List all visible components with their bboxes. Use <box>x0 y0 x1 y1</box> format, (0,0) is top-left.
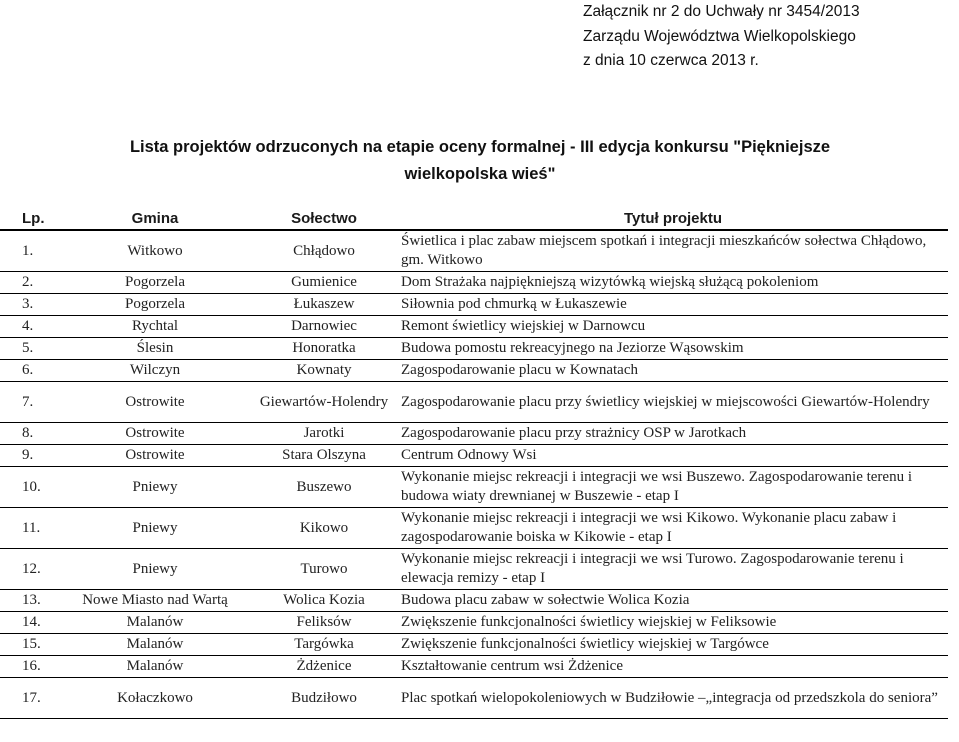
cell-solectwo: Łukaszew <box>250 294 398 316</box>
table-row <box>0 508 948 549</box>
cell-solectwo: Targówka <box>250 634 398 656</box>
attachment-line-3: z dnia 10 czerwca 2013 r. <box>583 52 759 69</box>
cell-tytul: Zagospodarowanie placu przy strażnicy OSP w Jarotkach <box>398 423 948 445</box>
attachment-header <box>583 0 860 74</box>
attachment-line-2: Zarządu Województwa Wielkopolskiego <box>583 27 856 45</box>
table-row <box>0 445 948 467</box>
cell-solectwo: Budziłowo <box>250 678 398 719</box>
cell-tytul: Budowa pomostu rekreacyjnego na Jeziorze Wąsowskim <box>398 338 948 360</box>
cell-lp: 5. <box>0 338 60 360</box>
cell-lp: 6. <box>0 360 60 382</box>
cell-gmina: Pniewy <box>60 467 250 508</box>
header-solectwo: Sołectwo <box>250 207 398 230</box>
cell-tytul: Plac spotkań wielopokoleniowych w Budziłowie –„integracja od przedszkola do seniora” <box>398 678 948 719</box>
table-row <box>0 549 948 590</box>
cell-gmina: Ostrowite <box>60 423 250 445</box>
table-row <box>0 316 948 338</box>
cell-solectwo: Kownaty <box>250 360 398 382</box>
cell-lp: 13. <box>0 590 60 612</box>
cell-tytul: Siłownia pod chmurką w Łukaszewie <box>398 294 948 316</box>
cell-lp: 4. <box>0 316 60 338</box>
cell-tytul: Wykonanie miejsc rekreacji i integracji we wsi Buszewo. Zagospodarowanie terenu i budowa wiaty drewnianej w Buszewie - etap I <box>398 467 948 508</box>
cell-solectwo: Wolica Kozia <box>250 590 398 612</box>
cell-lp: 7. <box>0 382 60 423</box>
cell-solectwo: Turowo <box>250 549 398 590</box>
table-row <box>0 590 948 612</box>
cell-gmina: Wilczyn <box>60 360 250 382</box>
table-row <box>0 294 948 316</box>
projects-table <box>0 207 948 719</box>
cell-gmina: Malanów <box>60 656 250 678</box>
cell-tytul: Budowa placu zabaw w sołectwie Wolica Kozia <box>398 590 948 612</box>
cell-gmina: Malanów <box>60 612 250 634</box>
cell-tytul: Zwiększenie funkcjonalności świetlicy wiejskiej w Feliksowie <box>398 612 948 634</box>
cell-gmina: Pogorzela <box>60 272 250 294</box>
cell-lp: 15. <box>0 634 60 656</box>
cell-gmina: Pniewy <box>60 549 250 590</box>
table-row <box>0 272 948 294</box>
cell-tytul: Centrum Odnowy Wsi <box>398 445 948 467</box>
table-row <box>0 360 948 382</box>
header-tytul: Tytuł projektu <box>398 207 948 230</box>
cell-tytul: Dom Strażaka najpiękniejszą wizytówką wiejską służącą pokoleniom <box>398 272 948 294</box>
cell-tytul: Wykonanie miejsc rekreacji i integracji we wsi Kikowo. Wykonanie placu zabaw i zagospodarowanie boiska w Kikowie - etap I <box>398 508 948 549</box>
cell-gmina: Malanów <box>60 634 250 656</box>
cell-gmina: Pogorzela <box>60 294 250 316</box>
cell-solectwo: Darnowiec <box>250 316 398 338</box>
cell-lp: 9. <box>0 445 60 467</box>
table-row <box>0 656 948 678</box>
cell-solectwo: Kikowo <box>250 508 398 549</box>
table-row <box>0 230 948 272</box>
document-title <box>60 134 900 188</box>
cell-solectwo: Żdżenice <box>250 656 398 678</box>
table-row <box>0 612 948 634</box>
cell-tytul: Kształtowanie centrum wsi Żdżenice <box>398 656 948 678</box>
cell-solectwo: Chłądowo <box>250 230 398 272</box>
cell-tytul: Zwiększenie funkcjonalności świetlicy wiejskiej w Targówce <box>398 634 948 656</box>
cell-lp: 8. <box>0 423 60 445</box>
attachment-line-1: Załącznik nr 2 do Uchwały nr 3454/2013 <box>583 3 860 20</box>
cell-solectwo: Stara Olszyna <box>250 445 398 467</box>
cell-lp: 14. <box>0 612 60 634</box>
cell-solectwo: Feliksów <box>250 612 398 634</box>
document-title-line-2: wielkopolska wieś" <box>404 165 556 183</box>
cell-solectwo: Gumienice <box>250 272 398 294</box>
cell-lp: 3. <box>0 294 60 316</box>
cell-gmina: Pniewy <box>60 508 250 549</box>
cell-gmina: Ostrowite <box>60 445 250 467</box>
table-row <box>0 382 948 423</box>
cell-lp: 17. <box>0 678 60 719</box>
cell-tytul: Świetlica i plac zabaw miejscem spotkań i integracji mieszkańców sołectwa Chłądowo, gm. Witkowo <box>398 230 948 272</box>
table-header-row <box>0 207 948 230</box>
cell-solectwo: Honoratka <box>250 338 398 360</box>
header-lp: Lp. <box>0 207 60 230</box>
header-gmina: Gmina <box>60 207 250 230</box>
cell-gmina: Nowe Miasto nad Wartą <box>60 590 250 612</box>
cell-tytul: Zagospodarowanie placu przy świetlicy wiejskiej w miejscowości Giewartów-Holendry <box>398 382 948 423</box>
table-row <box>0 423 948 445</box>
cell-tytul: Remont świetlicy wiejskiej w Darnowcu <box>398 316 948 338</box>
cell-lp: 16. <box>0 656 60 678</box>
cell-gmina: Witkowo <box>60 230 250 272</box>
cell-lp: 2. <box>0 272 60 294</box>
cell-gmina: Ostrowite <box>60 382 250 423</box>
cell-tytul: Zagospodarowanie placu w Kownatach <box>398 360 948 382</box>
cell-gmina: Rychtal <box>60 316 250 338</box>
cell-gmina: Ślesin <box>60 338 250 360</box>
table-row <box>0 467 948 508</box>
cell-lp: 11. <box>0 508 60 549</box>
cell-tytul: Wykonanie miejsc rekreacji i integracji we wsi Turowo. Zagospodarowanie terenu i elewacja remizy - etap I <box>398 549 948 590</box>
cell-solectwo: Jarotki <box>250 423 398 445</box>
table-row <box>0 634 948 656</box>
document-title-line-1: Lista projektów odrzuconych na etapie oceny formalnej - III edycja konkursu "Piękniejsze <box>129 138 831 156</box>
cell-lp: 1. <box>0 230 60 272</box>
table-row <box>0 338 948 360</box>
table-row <box>0 678 948 719</box>
cell-solectwo: Giewartów-Holendry <box>250 382 398 423</box>
cell-solectwo: Buszewo <box>250 467 398 508</box>
cell-lp: 12. <box>0 549 60 590</box>
cell-gmina: Kołaczkowo <box>60 678 250 719</box>
cell-lp: 10. <box>0 467 60 508</box>
